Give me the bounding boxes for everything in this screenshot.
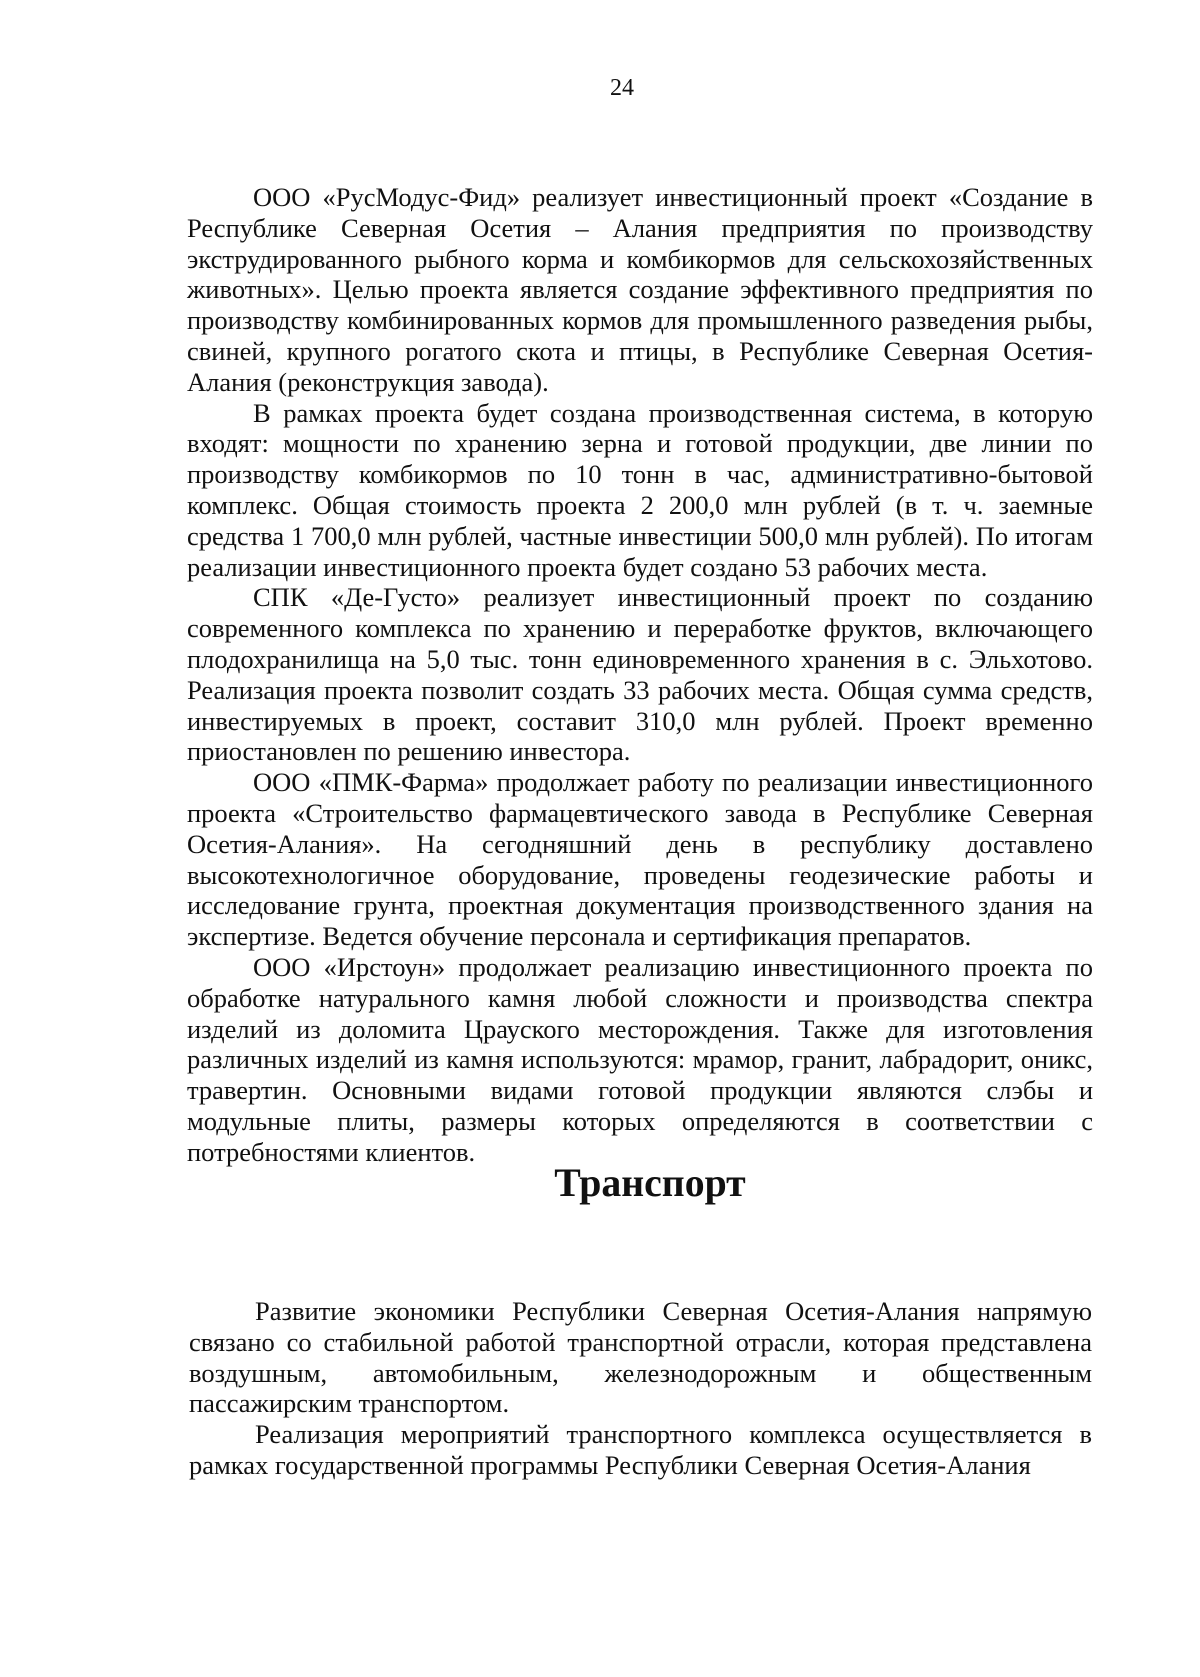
page-number: 24 — [610, 75, 634, 101]
paragraph-rusmodus-fid: ООО «РусМодус-Фид» реализует инвестиционный проект «Создание в Республике Северная Осетия – Алания предприятия по производству экструдированного рыбного корма и комбикормов для сельскохозяйственных животных». Целью проекта является создание эффективного предприятия по производству комбинированных кормов для промышленного разведения рыбы, свиней, крупного рогатого скота и птицы, в Республике Северная Осетия-Алания (реконструкция завода). — [187, 182, 1093, 397]
document-body — [187, 182, 1093, 1205]
paragraph-transport-economy: Развитие экономики Республики Северная Осетия-Алания напрямую связано со стабильной работой транспортной отрасли, которая представлена воздушным, автомобильным, железнодорожным и общественным пассажирским транспортом. — [189, 1296, 1092, 1419]
paragraph-irstoun: ООО «Ирстоун» продолжает реализацию инвестиционного проекта по обработке натурального камня любой сложности и производства спектра изделий из доломита Црауского месторождения. Также для изготовления различных изделий из камня используются: мрамор, гранит, лабрадорит, оникс, травертин. Основными видами готовой продукции являются слэбы и модульные плиты, размеры которых определяются в соответствии с потребностями клиентов. — [187, 951, 1093, 1167]
paragraph-production-system: В рамках проекта будет создана производственная система, в которую входят: мощности по хранению зерна и готовой продукции, две линии по производству комбикормов по 10 тонн в час, административно-бытовой комплекс. Общая стоимость проекта 2 200,0 млн рублей (в т. ч. заемные средства 1 700,0 млн рублей, частные инвестиции 500,0 млн рублей). По итогам реализации инвестиционного проекта будет создано 53 рабочих места. — [187, 397, 1093, 582]
paragraph-pmk-farma: ООО «ПМК-Фарма» продолжает работу по реализации инвестиционного проекта «Строительство фармацевтического завода в Республике Северная Осетия-Алания». На сегодняшний день в республику доставлено высокотехнологичное оборудование, проведены геодезические работы и исследование грунта, проектная документация производственного здания на экспертизе. Ведется обучение персонала и сертификация препаратов. — [187, 767, 1093, 952]
paragraph-de-gusto: СПК «Де-Густо» реализует инвестиционный проект по созданию современного комплекса по хранению и переработке фруктов, включающего плодохранилища на 5,0 тыс. тонн единовременного хранения в с. Эльхотово. Реализация проекта позволит создать 33 рабочих места. Общая сумма средств, инвестируемых в проект, составит 310,0 млн рублей. Проект временно приостановлен по решению инвестора. — [187, 582, 1093, 767]
paragraph-transport-program: Реализация мероприятий транспортного комплекса осуществляется в рамках государственной программы Республики Северная Осетия-Алания — [189, 1419, 1092, 1480]
transport-section-body — [189, 1296, 1092, 1481]
section-heading-transport: Транспорт — [554, 1160, 746, 1205]
